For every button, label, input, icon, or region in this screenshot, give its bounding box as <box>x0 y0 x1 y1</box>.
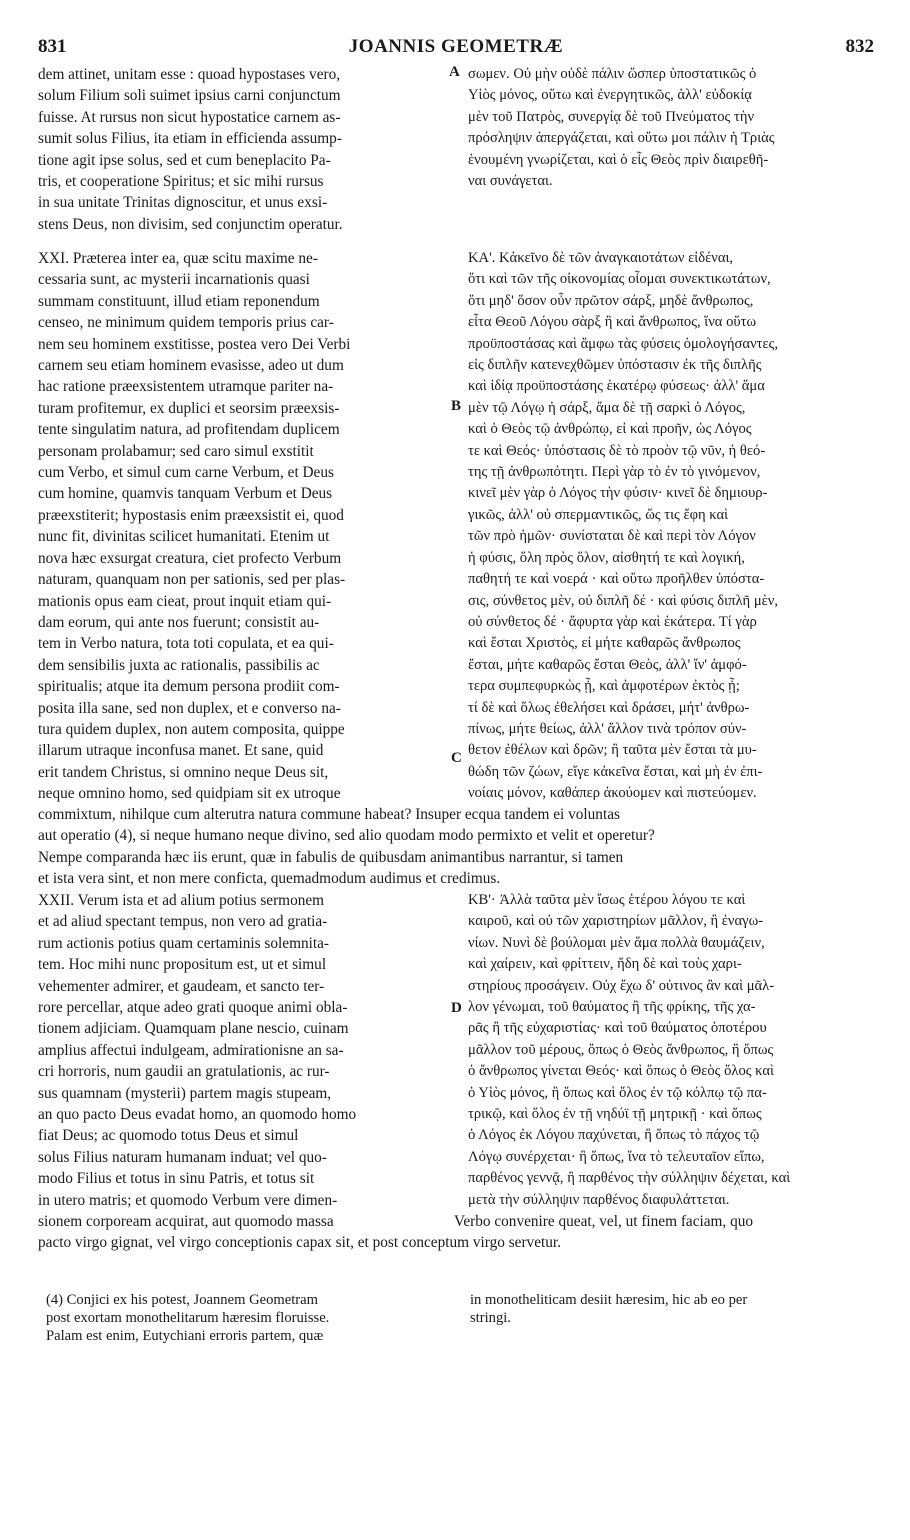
text-line: εἶτα Θεοῦ Λόγου σὰρξ ἢ καὶ ἄνθρωπος, ἵνα οὕτω <box>468 314 757 331</box>
text-line: XXI. Præterea inter ea, quæ scitu maxime ne- <box>38 250 318 267</box>
text-line: καὶ ἰδίᾳ προϋποστάσης ἑκατέρῳ φύσεως· ἀλλ' ἅμα <box>468 378 765 395</box>
text-line: τε καὶ Θεός· ὑπόστασις δὲ τὸ προὸν τῷ νῦν, ἡ θεό- <box>468 442 766 459</box>
text-line: σις, σύνθετος μὲν, οὐ διπλῆ δέ · καὶ φύσις διπλῆ μὲν, <box>468 592 779 609</box>
text-line: censeo, ne minimum quidem temporis prius car- <box>38 314 334 332</box>
text-line: spiritualis; atque ita demum persona prodiit com- <box>38 678 340 696</box>
text-line: sionem corpoream acquirat, aut quomodo massa <box>38 1213 334 1231</box>
text-line: cum Verbo, et simul cum carne Verbum, et Deus <box>38 464 334 482</box>
text-line: et ista vera sint, et non mere conficta, quemadmodum audimus et credimus. <box>38 870 501 888</box>
text-line: nova hæc exsurgat creatura, ciet profecto Verbum <box>38 549 342 567</box>
text-line: modo Filius et totus in sinu Patris, et totus sit <box>38 1170 315 1188</box>
latin-column-section-xxii <box>38 890 456 1233</box>
page-header <box>38 36 874 62</box>
latin-fullwidth-continuation <box>38 804 874 890</box>
page-number-right: 832 <box>845 36 874 57</box>
footnote-line: Palam est enim, Eutychiani erroris partem, quæ <box>46 1327 324 1344</box>
footnote-line: post exortam monothelitarum hæresim floruisse. <box>46 1309 330 1326</box>
text-line: aut operatio (4), si neque humano neque divino, sed alio quodam modo permixto et velit et operetur? <box>38 827 655 845</box>
footnote-right <box>470 1292 874 1328</box>
footnote-line: (4) Conjici ex his potest, Joannem Geometram <box>46 1292 318 1308</box>
text-line: an quo pacto Deus evadat homo, an quomodo homo <box>38 1106 357 1124</box>
greek-column-section-ka <box>468 248 874 805</box>
text-line: τῶν πρὸ ἡμῶν· συνίσταται δὲ καὶ περὶ τὸν Λόγον <box>468 528 756 545</box>
margin-marker-d: D <box>451 1000 462 1016</box>
text-line: θετον ἐθέλων καὶ δρῶν; ἢ ταῦτα μὲν ἔσται τὰ μυ- <box>468 742 757 759</box>
text-line: προϋποστάσας καὶ ἄμφω τὰς φύσεις ὁμολογήσαντες, <box>468 335 779 352</box>
text-line: carnem seu etiam hominem evasisse, adeo ut dum <box>38 357 344 375</box>
text-line: dem attinet, unitam esse : quoad hypostases vero, <box>38 66 341 83</box>
text-line: καὶ ὁ Θεὸς τῷ ἀνθρώπῳ, εἰ καὶ προῆν, ὡς Λόγος <box>468 421 752 438</box>
text-line: turam profitemur, ex duplici et seorsim præexsis- <box>38 399 340 417</box>
text-line: ἑνουμένη γνωρίζεται, καὶ ὁ εἷς Θεὸς πρὶν διαιρεθῆ- <box>468 151 769 168</box>
text-line: ΚΒ'· Ἀλλὰ ταῦτα μὲν ἴσως ἑτέρου λόγου τε καὶ <box>468 892 746 908</box>
margin-marker-b: B <box>451 398 462 414</box>
text-line: παρθένος γεννᾷ, ἢ παρθένος τὴν σύλληψιν δέχεται, καὶ <box>468 1170 791 1187</box>
text-line: τί δὲ καὶ ὅλως ἐθελήσει καὶ δράσει, μήτ' ἀνθρω- <box>468 699 750 716</box>
text-line: μετὰ τὴν σύλληψιν παρθένος διαφυλάττεται. <box>468 1191 730 1208</box>
text-line: ὅτι μηδ' ὅσον οὖν πρῶτον σάρξ, μηδὲ ἄνθρωπος, <box>468 292 754 309</box>
text-line: XXII. Verum ista et ad alium potius sermonem <box>38 892 325 909</box>
text-line: hac ratione præexsistentem utramque pariter na- <box>38 378 334 396</box>
text-line: summam constituunt, illud etiam reponendum <box>38 292 320 310</box>
text-line: posita illa sane, sed non duplex, et e converso na- <box>38 699 341 717</box>
text-line: stens Deus, non divisim, sed conjunctim operatur. <box>38 215 343 233</box>
text-line: νίων. Νυνὶ δὲ βούλομαι μὲν ἅμα πολλὰ θαυμάζειν, <box>468 934 765 951</box>
text-line: dem sensibilis juxta ac rationalis, passibilis ac <box>38 656 320 674</box>
text-line: τερα συμπεφυρκὼς ᾖ, καὶ ἀμφοτέρων ἐκτὸς ᾖ; <box>468 678 740 695</box>
text-line: κινεῖ μὲν γὰρ ὁ Λόγος τὴν φύσιν· κινεῖ δὲ δημιουρ- <box>468 485 768 502</box>
text-line: ὁ Λόγος ἐκ Λόγου παχύνεται, ἢ ὅπως τὸ πάχος τῷ <box>468 1127 760 1144</box>
text-line: ἔσται, μήτε καθαρῶς ἔσται Θεὸς, ἀλλ' ἵν' ἀμφό- <box>468 656 747 673</box>
text-line: nem seu hominem exstitisse, postea vero Dei Verbi <box>38 335 351 353</box>
text-line: μὲν τῷ Λόγῳ ἡ σάρξ, ἅμα δὲ τῇ σαρκὶ ὁ Λόγος, <box>468 399 746 416</box>
text-line: ΚΑ'. Κἀκεῖνο δὲ τῶν ἀναγκαιοτάτων εἰδέναι, <box>468 250 734 266</box>
margin-marker-a: A <box>449 64 460 80</box>
text-line: Υἱὸς μόνος, οὕτω καὶ ἐνεργητικῶς, ἀλλ' εὐδοκίᾳ <box>468 87 752 104</box>
text-line: σωμεν. Οὐ μὴν οὐδὲ πάλιν ὥσπερ ὑποστατικῶς ὁ <box>468 66 757 82</box>
text-line: οὐ σύνθετος δέ · ἄφυρτα γὰρ καὶ ἑκάτερα. Τί γὰρ <box>468 613 757 630</box>
text-line: nunc fit, divinitas scilicet humanitati. Etenim ut <box>38 528 330 546</box>
text-line: γικῶς, ἀλλ' οὐ σπερμαντικῶς, ὥς τις ἔφη καὶ <box>468 506 729 523</box>
text-line: μὲν τοῦ Πατρὸς, συνεργίᾳ δὲ τοῦ Πνεύματος τὴν <box>468 108 755 125</box>
text-line: cri horroris, num gaudii an gratulationis, ac rur- <box>38 1063 330 1081</box>
page-number-left: 831 <box>38 36 67 57</box>
text-line: pacto virgo gignat, vel virgo conceptionis capax sit, et post conceptum virgo servetur. <box>38 1234 561 1251</box>
text-line: illarum utraque inconfusa manet. Et sane, quid <box>38 742 324 760</box>
text-line: ὁ Υἱὸς μόνος, ἢ ὅπως καὶ ὅλος ἐν τῷ κόλπῳ τῷ πα- <box>468 1084 767 1101</box>
text-line: naturam, quanquam non per sationis, sed per plas- <box>38 571 346 589</box>
latin-verbo-tail: Verbo convenire queat, vel, ut finem faciam, quo <box>454 1213 754 1230</box>
text-line: rore percellar, atque adeo grati quoque animi obla- <box>38 999 348 1017</box>
text-line: ὅτι καὶ τῶν τῆς οἰκονομίας οἶομαι συνεκτικωτάτων, <box>468 271 771 288</box>
text-line: πρόσληψιν ἀπεργάζεται, καὶ οὕτω μοι πάλιν ἡ Τριὰς <box>468 130 775 147</box>
text-line: mationis opus eam cieat, prout inquit etiam qui- <box>38 592 332 610</box>
running-title: JOANNIS GEOMETRÆ <box>348 36 564 57</box>
text-line: dam eorum, qui ante nos fuerunt; consistit au- <box>38 613 320 631</box>
text-line: personam prolabamur; sed caro simul exstitit <box>38 442 314 460</box>
text-line: solus Filius naturam humanam induat; vel quo- <box>38 1148 327 1166</box>
text-line: neque omnino homo, sed quidpiam sit ex utroque <box>38 785 341 803</box>
text-line: θώδη τῶν ζώων, εἴγε κἀκεῖνα ἔσται, καὶ μὴ ἐν ἐπι- <box>468 763 763 780</box>
text-line: στηρίους προσάγειν. Οὐχ ἔχω δ' οὐτινος ἂν καὶ μᾶλ- <box>468 977 775 994</box>
text-line: solum Filium soli suimet ipsius carni conjunctum <box>38 87 341 105</box>
text-line: πίνως, μήτε θείως, ἀλλ' ἄλλον τινὰ τρόπον σύν- <box>468 720 747 737</box>
text-line: in utero matris; et quomodo Verbum vere dimen- <box>38 1191 338 1209</box>
text-line: παθητή τε καὶ νοερά · καὶ οὕτω προῆλθεν ὑπόστα- <box>468 571 765 588</box>
text-line: καιροῦ, καὶ οὐ τῶν χαριστηρίων μᾶλλον, ἢ ἐναγω- <box>468 913 764 930</box>
text-line: rum actionis potius quam certaminis solemnita- <box>38 934 330 952</box>
text-line: tione agit ipse solus, sed et cum beneplacito Pa- <box>38 151 331 169</box>
text-line: Nempe comparanda hæc iis erunt, quæ in fabulis de quibusdam animantibus narrantur, si tamen <box>38 848 624 866</box>
footnote-line: in monotheliticam desiit hæresim, hic ab eo per <box>470 1292 748 1308</box>
greek-column-section-kb <box>468 890 874 1211</box>
text-line: tris, et cooperatione Spiritus; et sic mihi rursus <box>38 173 324 191</box>
text-line: vehementer admirer, et gaudeam, et sancto ter- <box>38 977 325 995</box>
text-line: Λόγῳ συνέρχεται· ἢ ὅπως, ἵνα τὸ τελευταῖον εἴπω, <box>468 1148 765 1165</box>
text-line: erit tandem Christus, si omnino neque Deus sit, <box>38 763 329 781</box>
greek-column-section-a <box>468 64 874 192</box>
text-line: tionem adjiciam. Quamquam plane nescio, cuinam <box>38 1020 349 1038</box>
text-line: καὶ χαίρειν, καὶ φρίττειν, ἤδη δὲ καὶ τοὺς χαρι- <box>468 956 742 973</box>
text-line: amplius affectui indulgeam, admirationisne an sa- <box>38 1041 344 1059</box>
text-line: tente singulatim natura, ad profitendam duplicem <box>38 421 340 439</box>
text-line: νοίαις μόνον, καθάπερ ἀκούομεν καὶ πιστεύομεν. <box>468 785 757 802</box>
text-line: in sua unitate Trinitas dignoscitur, et unus exsi- <box>38 194 328 212</box>
text-line: fuisse. At rursus non sicut hypostatice carnem as- <box>38 108 341 126</box>
text-line: της τῇ ἀνθρωπότητι. Περὶ γὰρ τὸ ἐν τὸ γινόμενον, <box>468 464 761 481</box>
text-line: καὶ ἔσται Χριστὸς, εἰ μήτε καθαρῶς ἄνθρωπος <box>468 635 741 652</box>
text-line: ναι συνάγεται. <box>468 173 553 190</box>
text-line: tem in Verbo natura, tota toti copulata, et ea qui- <box>38 635 334 653</box>
text-line: sumit solus Filius, ita etiam in efficienda assump- <box>38 130 342 148</box>
text-line: et ad aliud spectant tempus, non vero ad gratia- <box>38 913 328 931</box>
text-line: εἰς διπλῆν κατενεχθῶμεν ὑπόστασιν ἐκ τῆς διπλῆς <box>468 357 762 374</box>
margin-marker-c: C <box>451 750 462 766</box>
text-line: ἡ φύσις, ὅλη πρὸς ὅλον, αἰσθητή τε καὶ λογική, <box>468 549 745 566</box>
text-line: sus quamnam (mysterii) partem magis stupeam, <box>38 1084 332 1102</box>
text-line: præexstiterit; hypostasis enim præexsistit ei, quod <box>38 506 344 524</box>
text-line: commixtum, nihilque cum alterutra natura commune habeat? Insuper ecqua tandem ei voluntas <box>38 806 620 823</box>
text-line: tura quidem duplex, non autem composita, quippe <box>38 720 345 738</box>
latin-column-section-a <box>38 64 456 235</box>
text-line: ὁ ἄνθρωπος γίνεται Θεός· καὶ ὅπως ὁ Θεὸς ὅλος καὶ <box>468 1063 774 1080</box>
text-line: tem. Hoc mihi nunc propositum est, ut et simul <box>38 956 327 974</box>
text-line: cum homine, quamvis tanquam Verbum et Deus <box>38 485 333 503</box>
text-line: ρᾶς ἢ τῆς εὐχαριστίας· καὶ τοῦ θαύματος ὁποτέρου <box>468 1020 767 1037</box>
text-line: μᾶλλον τοῦ μέρους, ὅπως ὁ Θεὸς ἄνθρωπος, ἢ ὅπως <box>468 1041 774 1058</box>
text-line: τρικῷ, καὶ ὅλος ἐν τῇ νηδύϊ τῇ μητρικῇ · καὶ ὅπως <box>468 1106 762 1123</box>
latin-column-section-xxi <box>38 248 456 805</box>
latin-final-line <box>38 1232 874 1253</box>
text-line: fiat Deus; ac quomodo totus Deus et simul <box>38 1127 299 1145</box>
footnote-line: stringi. <box>470 1309 511 1326</box>
footnote-left <box>46 1292 456 1345</box>
text-line: λον γένωμαι, τοῦ θαύματος ἢ τῆς φρίκης, τῆς χα- <box>468 999 756 1016</box>
text-line: cessaria sunt, ac mysterii incarnationis quasi <box>38 271 310 289</box>
